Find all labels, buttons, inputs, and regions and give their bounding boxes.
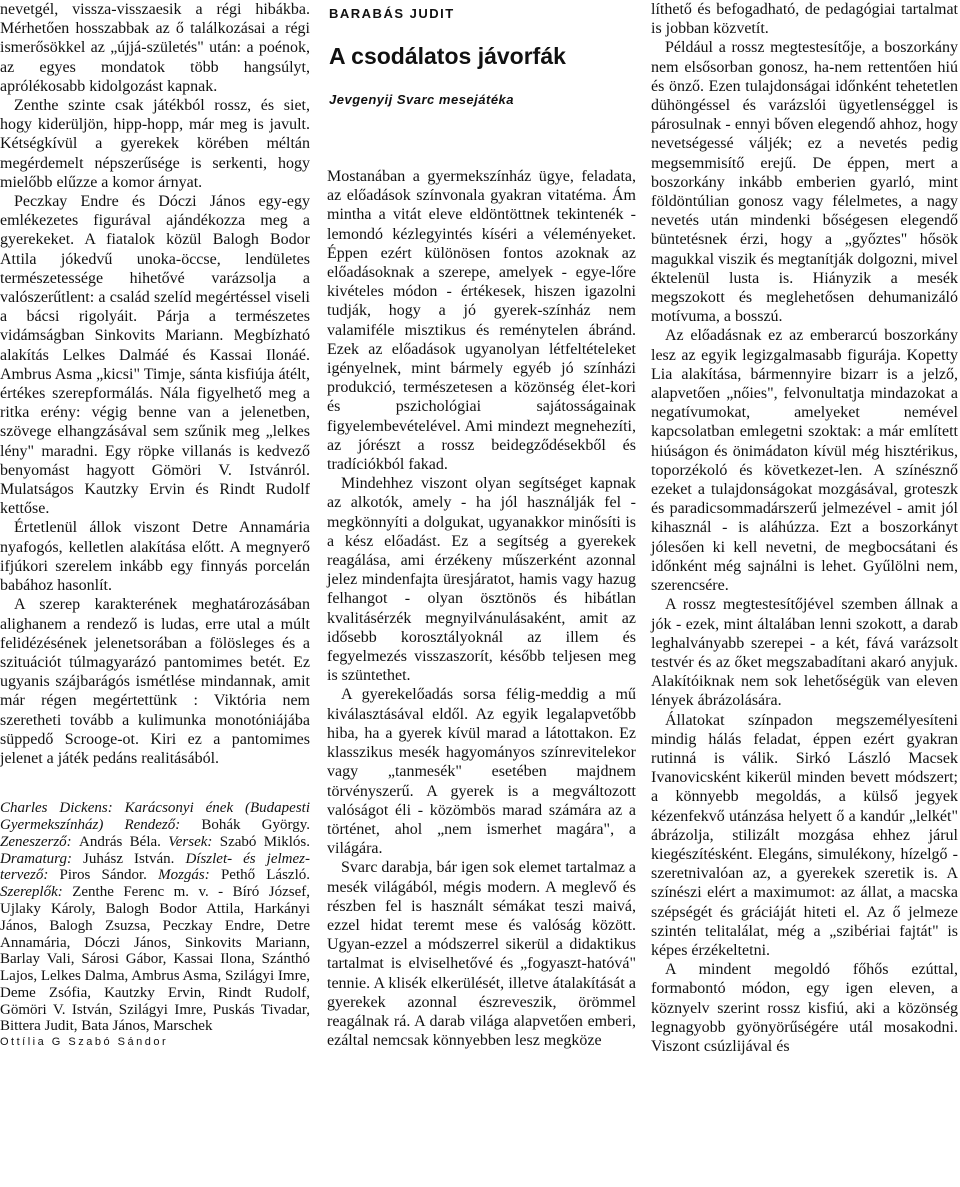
column-1 xyxy=(0,0,310,1048)
article-paragraph: A szerep karakterének meghatározásában alighanem a rendező is ludas, erre utal a múlt felidézésének jelenetsorában a fölösleges és a szituációt túlmagyarázó pantomimes betét. Ez ugyanis szájbarágós ismétlése mindannak, amit már régen megértettünk : Viktória nem szeretheti tovább a kulimunka monotóniájába süppedő Scrooge-ot. Kiri ez a pantomimes jelenet a játék pedáns realitásából. xyxy=(0,596,310,767)
credits-role-label: Mozgás: xyxy=(158,867,221,884)
column-2 xyxy=(327,0,636,1050)
article-author: BARABÁS JUDIT xyxy=(329,6,455,21)
review-signature: Ottília G Szabó Sándor xyxy=(0,1036,169,1049)
article-paragraph: Mostanában a gyermekszínház ügye, feladata, az előadások színvonala gyakran vitatéma. Ám mintha a vitát eleve eldöntöttnek tekintenék - lemondó kézlegyintés kíséri a véleményeket. Éppen ezért különösen fontos azoknak az előadásoknak a szerepe, amelyek - egye-lőre kivételes módon - értékesek, hiszen igazolni tudják, hogy a jó gyerek-színház nem valamiféle misztikus és reménytelen ábránd. Ezek az előadások ugyanolyan létfeltételeket igényelnek, mint bármely egyéb jó színházi produkció, természetesen a közönség élet-kori és pszichológiai sajátosságainak figyelembevételével. Ami mindezt megnehezíti, az jórészt a rossz beidegződésekből és tradíciókból fakad. xyxy=(327,168,636,474)
article-paragraph: Svarc darabja, bár igen sok elemet tartalmaz a mesék világából, mégis modern. A meglevő és részben fel is használt sémákat teszi maivá, ezzel hidat teremt mese és valóság között. Ugyan-ezzel a módszerrel sikerül a didaktikus tartalmat is elviselhetővé és „fogyaszt-hatóvá" tennie. A klisék elkerülését, illetve átalakítását a gyerekek azonnal észreveszik, örömmel reagálnak rá. A darab világa alapvetően emberi, ezáltal nemcsak könnyebben lesz megköze xyxy=(327,859,636,1050)
credits-person: András Béla. xyxy=(79,833,169,850)
article-paragraph: líthető és befogadható, de pedagógiai tartalmat is jobban közvetít. xyxy=(651,1,958,38)
credits-person: Szabó Miklós. xyxy=(219,833,310,850)
credits-cast-list: Zenthe Ferenc m. v. - Bíró József, Ujlaky Károly, Balogh Bodor Attila, Harkányi János, Balogh Zsuzsa, Peczkay Endre, Detre Annamária, Dóczi János, Sinkovits Mariann, Barlay Vali, Sárosi Gábor, Kassai Ilona, Szánthó Lajos, Lelkes Dalma, Ambrus Asma, Szilágyi Imre, Deme Zsófia, Kautzky Ervin, Rindt Rudolf, Gömöri V. István, Szilágyi Imre, Puskás Tivadar, Bittera Judit, Bata János, Marschek xyxy=(0,884,310,1035)
credits-person: Juhász István. xyxy=(82,850,186,867)
article-paragraph: A mindent megoldó főhős ezúttal, formabontó módon, egy igen eleven, a köznyelv szerint rossz kisfiú, aki a közönség legnagyobb gyönyörűségére utál mosakodni. Viszont csúzlijával és xyxy=(651,961,958,1055)
article-paragraph: Az előadásnak ez az emberarcú boszorkány lesz az egyik legizgalmasabb figurája. Kopetty Lia alakítása, bármennyire bizarr is a jelző, alapvetően „nőies", felvonultatja mindazokat a negatívumokat, amelyeket nemével kapcsolatban emlegetni szoktak: a már említett hiúságon és önimádaton kívül még hisztérikus, toporzékoló és következet-len. A színésznő ezeket a tulajdonságokat mozgásával, groteszk és paradicsommadárszerű jelmezével - amit jól kihasznál - is aláhúzza. Ezt a boszorkányt jólesően ki kell nevetni, de megbocsátani és időnként még sajnálni is lehet. Gyűlölni nem, szerencsére. xyxy=(651,327,958,595)
credits-role-label: Díszlet- és jelmez-tervező: xyxy=(0,850,310,884)
credits-person: Piros Sándor. xyxy=(59,867,159,884)
credits-role-label: Dramaturg: xyxy=(0,850,83,867)
credits-person: Pethő László. xyxy=(220,867,311,884)
article-paragraph: nevetgél, vissza-visszaesik a régi hibákba. Mérhetően hosszabbak az ő találkozásai a régi ismerősökkel az „újjá-születés" után: a poénok, az egyes mondatok több hangsúlyt, aprólékosabb kidolgozást kapnak. xyxy=(0,1,310,95)
credits-person: Bohák György. xyxy=(201,816,310,833)
article-title: A csodálatos jávorfák xyxy=(329,43,566,69)
article-paragraph: Értetlenül állok viszont Detre Annamária nyafogós, kelletlen alakítása előtt. A megnyerő ifjúkori szerelem inkább egy finnyás porcelán babához hasonlít. xyxy=(0,519,310,595)
article-paragraph: Például a rossz megtestesítője, a boszorkány nem elsősorban gonosz, ha-nem rettentően hiú és önző. Ezen tulajdonságai időnként tehetetlen dühöngéssel és varázslói ügyetlenséggel is párosulnak - ennyi bőven elegendő ahhoz, hogy nevetségessé váljék; ez a nevetés pedig megsemmisítő erejű. De éppen, mert a boszorkány inkább emberien gyarló, mint földöntúlian gonosz vagy félelmetes, a nagy nevetés után mindenki bőségesen elegendő büntetésnek érzi, hogy a „győztes" hősök magukkal viszik és megtanítják dolgozni, mivel éktelenül lusta is. Hiányzik a mesék megszokott és meglehetősen dehumanizáló motívuma, a bosszú. xyxy=(651,39,958,326)
production-credits xyxy=(0,800,310,1035)
credits-role-label: Zeneszerző: xyxy=(0,833,79,850)
article-paragraph: Peczkay Endre és Dóczi János egy-egy emlékezetes figurával ajándékozza meg a gyerekeket. A fiatalok közül Balogh Bodor Attila jókedvű unoka-öccse, lendületes természetessége hihetővé varázsolja a valószerűtlent: a család szelíd megértéssel viseli a bácsi rigolyáit. Párja a természetes vidámságban Sinkovits Mariann. Megbízható alakítás Lelkes Dalmáé és Kassai Ilonáé. Ambrus Asma „kicsi" Timje, sánta kisfiúja átélt, értékes szerepformálás. Nála figyelhető meg a ritka erény: végig benne van a jelenetben, szövege elhangzásával sem szűnik meg „lelkes lény" maradni. Egy röpke villanás is kedvező benyomást hagyott Gömöri V. Istvánról. Mulatságos Kautzky Ervin és Rindt Rudolf kettőse. xyxy=(0,193,310,518)
article-paragraph: A rossz megtestesítőjével szemben állnak a jók - ezek, mint általában lenni szokott, a darab leghalványabb szerepei - a két, fává varázsolt testvér és az őket megszabadítani akaró anyjuk. Alakítóiknak nem sok lehetőségük van eleven lények ábrázolására. xyxy=(651,596,958,710)
article-paragraph: A gyerekelőadás sorsa félig-meddig a mű kiválasztásával eldől. Az egyik legalapvetőbb hiba, ha a gyerek kívül marad a látottakon. Ez klasszikus mesék hagyományos színrevitelekor vagy „tanmesék" esetében majdnem törvényszerű. A gyerek is a megváltozott valóságot éli - közömbös marad számára az a történet, ahol „nem ismerhet magára", a világára. xyxy=(327,686,636,858)
credits-role-label: Versek: xyxy=(168,833,220,850)
credits-role-label: Rendező: xyxy=(103,816,202,833)
credits-play-title: Charles Dickens: Karácsonyi ének (Budapesti Gyermekszínház) xyxy=(0,800,310,833)
article-paragraph: Állatokat színpadon megszemélyesíteni mindig hálás feladat, éppen ezért gyakran rutinná is válik. Sirkó László Macsek Ivanovicsként kikerül minden bevett módszert; a könnyebb megoldás, a külső jegyek kézenfekvő utánzása helyett ő a kandúr „lelkét" ábrázolja, stilizált mozgása ehhez járul kiegészítésként. Elegáns, simulékony, hízelgő - szeretnivalóan az, a gyerekek szeretik is. A színészi elért a maximumot: az állat, a macska szépségét és gráciáját hiteti el. Az ő jelmeze szintén telitalálat, még a „szibériai fajtát" is képes érzékeltetni. xyxy=(651,711,958,959)
article-paragraph: Mindehhez viszont olyan segítséget kapnak az alkotók, amely - ha jól használják fel - megkönnyíti a dolgukat, ugyanakkor minősíti is a kész előadást. Ez a segítség a gyerekek reagálása, ami érzékeny műszerként azonnal jelez mindenfajta üresjáratot, hamis vagy hazug felhangot - olyan ösztönös és hibátlan kvalitásérzék megnyilvánulásaként, amit az idősebb korosztályoknál az illem és fegyelmezés visszaszorít, később teljesen meg is szüntethet. xyxy=(327,475,636,685)
article-paragraph: Zenthe szinte csak játékból rossz, és siet, hogy kiderüljön, hipp-hopp, már meg is javult. Kétségkívül a gyerekek körében méltán megérdemelt népszerűsége is serkenti, hogy mielőbb elűzze a komor árnyat. xyxy=(0,97,310,191)
column-3 xyxy=(651,0,958,1056)
credits-role-label: Szereplők: xyxy=(0,884,73,901)
article-subtitle: Jevgenyij Svarc mesejátéka xyxy=(329,92,515,107)
